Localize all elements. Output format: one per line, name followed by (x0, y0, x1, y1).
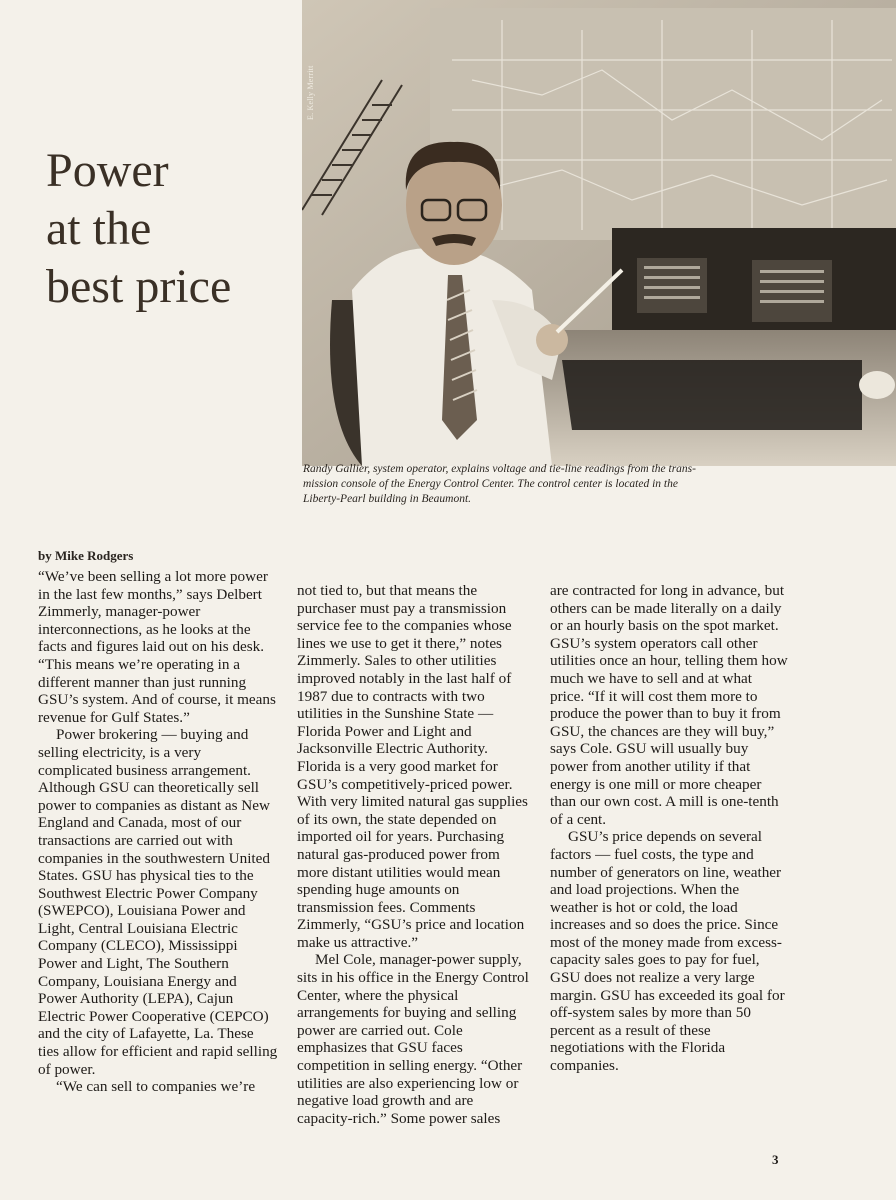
paragraph: “We can sell to companies we’re (56, 1078, 256, 1096)
text-column-3 (550, 582, 788, 1075)
paragraph: “We’ve been selling a lot more power in the last few months,” says Delbert Zimmerly, manager-power interconnections, as he looks at the facts and figures laid out on his desk. “This means we’re operating in a different manner than just running GSU’s system. And of course, it means revenue for Gulf States.” (38, 568, 276, 726)
paragraph: not tied to, but that means the purchaser must pay a transmission service fee to the companies whose lines we use to get it there,” notes Zimmerly. Sales to other utilities improved notably in the last half of 1987 due to contracts with two utilities in the Sunshine State — Florida Power and Light and Jacksonville Electric Authority. Florida is a very good market for GSU’s competitively-priced power. With very limited natural gas supplies of its own, the state depended on imported oil for years. Purchasing natural gas-produced power from more distant utilities would mean spending huge amounts on transmission fees. Comments Zimmerly, “GSU’s price and location make us attractive.” (297, 582, 528, 951)
operator-photo (302, 0, 896, 466)
title-line: Power (46, 144, 169, 197)
paragraph: GSU’s price depends on several factors — fuel costs, the type and number of generators on line, weather and load projections. When the weather is hot or cold, the load increases and so does the price. Since most of the money made from excess-capacity sales goes to pay for fuel, GSU does not realize a very large margin. GSU has exceeded its goal for off-system sales by more than 50 percent as a result of these negotiations with the Florida companies. (550, 828, 785, 1075)
article-title (46, 142, 296, 316)
photo-caption (303, 462, 773, 507)
caption-line: Liberty-Pearl building in Beaumont. (303, 493, 472, 505)
photo-credit: E. Kelly Merritt (306, 65, 315, 120)
caption-line: mission console of the Energy Control Center. The control center is located in the (303, 478, 678, 490)
text-column-2 (297, 582, 531, 1127)
caption-line: Randy Gallier, system operator, explains voltage and tie-line readings from the trans- (303, 463, 696, 475)
paragraph: are contracted for long in advance, but others can be made literally on a daily or an hourly basis on the spot market. GSU’s system operators call other utilities once an hour, telling them how much we have to sell and at what price. “If it will cost them more to produce the power than to buy it from GSU, the chances are they will buy,” says Cole. GSU will usually buy power from another utility if that energy is one mill or more cheaper than our own cost. A mill is one-tenth of a cent. (550, 582, 788, 828)
paragraph: Mel Cole, manager-power supply, sits in his office in the Energy Control Center, where the physical arrangements for buying and selling power are carried out. Cole emphasizes that GSU faces competition in selling energy. “Other utilities are also experiencing low or negative load growth and are capacity-rich.” Some power sales (297, 951, 529, 1127)
text-column-1 (38, 568, 278, 1096)
page-number: 3 (772, 1152, 779, 1167)
paragraph: Power brokering — buying and selling electricity, is a very complicated business arrangement. Although GSU can theoretically sell power to companies as distant as New England and Canada, most of our transactions are carried out with companies in the southwestern United States. GSU has physical ties to the Southwest Electric Power Company (SWEPCO), Louisiana Power and Light, Central Louisiana Electric Company (CLECO), Mississippi Power and Light, The Southern Company, Louisiana Energy and Power Authority (LEPA), Cajun Electric Power Cooperative (CEPCO) and the city of Lafayette, La. These ties allow for efficient and rapid selling of power. (38, 726, 278, 1078)
title-line: at the (46, 202, 152, 255)
byline: by Mike Rodgers (38, 548, 134, 563)
photo (302, 0, 896, 466)
title-line: best price (46, 260, 232, 313)
